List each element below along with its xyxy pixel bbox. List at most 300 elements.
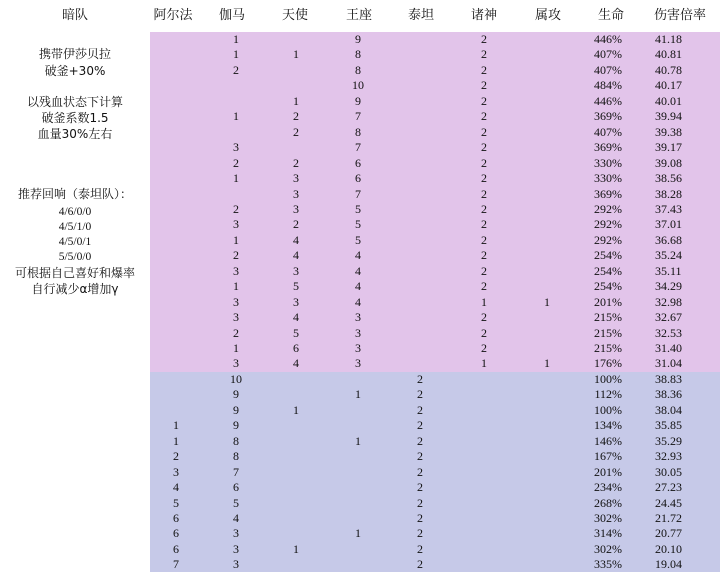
cell-gods: 2 <box>481 171 487 186</box>
cell-gods: 2 <box>481 263 487 278</box>
cell-gods <box>470 496 498 511</box>
table-row <box>150 480 720 495</box>
cell-titan <box>406 217 434 232</box>
cell-gods <box>470 542 498 557</box>
cell-damage: 35.85 <box>655 418 682 433</box>
cell-hp: 234% <box>594 480 622 495</box>
cell-alpha <box>162 295 190 310</box>
cell-titan: 2 <box>417 464 423 479</box>
cell-damage: 30.05 <box>655 464 682 479</box>
cell-gods: 2 <box>481 124 487 139</box>
cell-elemental <box>533 187 561 202</box>
cell-angel: 6 <box>293 341 299 355</box>
cell-angel: 1 <box>293 47 299 62</box>
cell-gamma: 10 <box>230 371 242 386</box>
cell-titan <box>406 295 434 310</box>
cell-throne: 8 <box>355 47 361 62</box>
cell-elemental <box>533 542 561 557</box>
cell-gamma: 1 <box>233 109 239 124</box>
table-row <box>150 32 720 47</box>
cell-throne <box>344 418 372 433</box>
cell-elemental <box>533 217 561 232</box>
cell-angel: 4 <box>293 310 299 325</box>
table-row <box>150 557 720 572</box>
note-pofu-bonus: 破釜+30% <box>44 64 106 78</box>
cell-elemental <box>533 434 561 449</box>
cell-throne <box>344 496 372 511</box>
cell-gamma: 9 <box>233 402 239 417</box>
table-row <box>150 171 720 186</box>
cell-gods <box>470 449 498 464</box>
cell-gamma: 3 <box>233 217 239 232</box>
note-echo-option-3: 4/5/0/1 <box>58 236 92 248</box>
note-echo-option-1: 4/6/0/0 <box>58 206 92 218</box>
cell-alpha: 6 <box>173 510 179 525</box>
cell-titan: 2 <box>417 418 423 433</box>
cell-angel: 5 <box>293 325 299 340</box>
cell-angel <box>282 78 310 93</box>
cell-angel: 4 <box>293 356 299 371</box>
cell-alpha <box>162 326 190 341</box>
cell-alpha <box>162 372 190 387</box>
cell-damage: 35.29 <box>655 433 682 448</box>
cell-gamma: 3 <box>233 310 239 325</box>
cell-elemental <box>533 511 561 526</box>
cell-angel <box>282 496 310 511</box>
cell-throne: 7 <box>355 186 361 201</box>
cell-damage: 20.77 <box>655 526 682 541</box>
cell-titan <box>406 32 434 47</box>
cell-damage: 38.36 <box>655 387 682 402</box>
cell-gamma: 8 <box>233 449 239 464</box>
table-row <box>150 295 720 310</box>
cell-alpha: 5 <box>173 495 179 510</box>
cell-damage: 41.18 <box>655 32 682 46</box>
cell-titan: 2 <box>417 449 423 464</box>
cell-gods <box>470 465 498 480</box>
cell-gamma: 7 <box>233 464 239 479</box>
note-recommended-echo: 推荐回响（泰坦队）： <box>17 187 132 201</box>
cell-alpha: 7 <box>173 557 179 572</box>
table-row <box>150 387 720 402</box>
cell-alpha: 1 <box>173 418 179 433</box>
cell-throne: 3 <box>355 356 361 371</box>
cell-gamma: 2 <box>233 201 239 216</box>
cell-titan <box>406 125 434 140</box>
cell-throne: 1 <box>355 526 361 541</box>
cell-throne <box>344 542 372 557</box>
cell-damage: 38.83 <box>655 371 682 386</box>
cell-gods: 2 <box>481 93 487 108</box>
cell-throne <box>344 465 372 480</box>
note-reduce-alpha: 自行减少α增加γ <box>31 282 119 296</box>
cell-elemental <box>533 202 561 217</box>
cell-hp: 330% <box>594 155 622 170</box>
cell-throne <box>344 403 372 418</box>
cell-angel <box>282 480 310 495</box>
table-row <box>150 542 720 557</box>
cell-throne: 4 <box>355 248 361 263</box>
cell-alpha <box>162 387 190 402</box>
cell-gamma <box>222 78 250 93</box>
header-titan: 泰坦 <box>407 8 434 23</box>
note-carry-isabella: 携带伊莎贝拉 <box>38 47 111 61</box>
header-elemental: 属攻 <box>534 8 561 23</box>
cell-angel <box>282 557 310 572</box>
cell-throne: 5 <box>355 232 361 247</box>
table-row <box>150 63 720 78</box>
cell-throne: 3 <box>355 310 361 325</box>
cell-damage: 34.29 <box>655 279 682 294</box>
header-alpha: 阿尔法 <box>153 8 193 23</box>
note-pofu-coefficient: 破釜系数1.5 <box>41 111 109 125</box>
cell-elemental <box>533 233 561 248</box>
cell-elemental <box>533 449 561 464</box>
cell-hp: 100% <box>594 402 622 417</box>
table-row <box>150 511 720 526</box>
cell-throne: 3 <box>355 341 361 355</box>
cell-gods <box>470 387 498 402</box>
cell-damage: 31.04 <box>655 356 682 371</box>
cell-gamma: 2 <box>233 248 239 263</box>
cell-hp: 134% <box>594 418 622 433</box>
cell-gamma: 1 <box>233 279 239 294</box>
table-row <box>150 356 720 371</box>
cell-damage: 35.24 <box>655 248 682 263</box>
cell-titan <box>406 63 434 78</box>
cell-angel <box>282 372 310 387</box>
cell-alpha <box>162 187 190 202</box>
note-adjust-by-preference: 可根据自己喜好和爆率 <box>14 266 135 280</box>
cell-throne: 5 <box>355 201 361 216</box>
cell-throne: 3 <box>355 325 361 340</box>
cell-titan: 2 <box>417 495 423 510</box>
cell-gamma: 8 <box>233 433 239 448</box>
cell-titan <box>406 326 434 341</box>
cell-elemental <box>533 279 561 294</box>
cell-gamma: 2 <box>233 325 239 340</box>
cell-elemental <box>533 156 561 171</box>
cell-angel <box>282 526 310 541</box>
cell-gods <box>470 403 498 418</box>
cell-titan: 2 <box>417 541 423 556</box>
cell-gamma: 3 <box>233 294 239 309</box>
cell-angel: 3 <box>293 263 299 278</box>
table-row <box>150 109 720 124</box>
cell-damage: 40.81 <box>655 47 682 62</box>
cell-gamma: 6 <box>233 480 239 495</box>
cell-elemental <box>533 94 561 109</box>
cell-throne: 6 <box>355 171 361 186</box>
header-angel: 天使 <box>281 8 308 23</box>
cell-damage: 40.78 <box>655 62 682 77</box>
cell-elemental <box>533 372 561 387</box>
cell-alpha <box>162 47 190 62</box>
cell-angel: 2 <box>293 109 299 124</box>
cell-hp: 407% <box>594 124 622 139</box>
cell-gods: 2 <box>481 201 487 216</box>
cell-elemental <box>533 326 561 341</box>
cell-hp: 369% <box>594 140 622 155</box>
table-row <box>150 372 720 387</box>
cell-damage: 20.10 <box>655 541 682 556</box>
cell-gods: 2 <box>481 341 487 355</box>
cell-gods: 2 <box>481 325 487 340</box>
cell-gamma: 3 <box>233 263 239 278</box>
cell-gods <box>470 434 498 449</box>
header-damage-multiplier: 伤害倍率 <box>653 8 706 23</box>
cell-damage: 36.68 <box>655 232 682 247</box>
cell-damage: 39.94 <box>655 109 682 124</box>
cell-alpha <box>162 341 190 356</box>
cell-alpha <box>162 233 190 248</box>
cell-damage: 38.04 <box>655 402 682 417</box>
table-row <box>150 279 720 294</box>
cell-alpha <box>162 356 190 371</box>
cell-gods: 2 <box>481 279 487 294</box>
cell-gods: 2 <box>481 310 487 325</box>
cell-angel: 5 <box>293 279 299 294</box>
cell-hp: 254% <box>594 263 622 278</box>
cell-angel: 3 <box>293 201 299 216</box>
cell-alpha <box>162 171 190 186</box>
cell-gods: 2 <box>481 232 487 247</box>
cell-gods: 2 <box>481 248 487 263</box>
cell-alpha <box>162 202 190 217</box>
cell-titan <box>406 341 434 356</box>
cell-alpha <box>162 264 190 279</box>
data-table <box>150 32 720 572</box>
cell-titan: 2 <box>417 371 423 386</box>
cell-hp: 292% <box>594 217 622 232</box>
cell-throne: 1 <box>355 387 361 402</box>
cell-angel: 2 <box>293 217 299 232</box>
cell-alpha <box>162 279 190 294</box>
cell-titan <box>406 248 434 263</box>
table-row <box>150 341 720 356</box>
cell-elemental <box>533 125 561 140</box>
cell-throne: 9 <box>355 93 361 108</box>
cell-angel: 4 <box>293 248 299 263</box>
cell-angel: 4 <box>293 232 299 247</box>
note-echo-option-2: 4/5/1/0 <box>58 221 92 233</box>
cell-throne: 6 <box>355 155 361 170</box>
cell-gods: 2 <box>481 140 487 155</box>
cell-titan: 2 <box>417 402 423 417</box>
table-row <box>150 140 720 155</box>
cell-elemental <box>533 341 561 356</box>
cell-hp: 335% <box>594 557 622 572</box>
table-row <box>150 418 720 433</box>
cell-angel: 1 <box>293 93 299 108</box>
table-row <box>150 526 720 541</box>
cell-hp: 302% <box>594 541 622 556</box>
cell-hp: 446% <box>594 93 622 108</box>
table-row <box>150 202 720 217</box>
table-header <box>0 0 720 32</box>
cell-damage: 39.38 <box>655 124 682 139</box>
cell-gamma: 9 <box>233 387 239 402</box>
cell-elemental <box>533 403 561 418</box>
cell-throne <box>344 449 372 464</box>
cell-throne: 8 <box>355 124 361 139</box>
cell-elemental <box>533 109 561 124</box>
cell-gods <box>470 480 498 495</box>
cell-damage: 35.11 <box>655 263 682 278</box>
cell-throne: 9 <box>355 32 361 46</box>
cell-elemental <box>533 418 561 433</box>
cell-hp: 369% <box>594 109 622 124</box>
cell-alpha <box>162 78 190 93</box>
cell-gamma <box>222 125 250 140</box>
cell-hp: 314% <box>594 526 622 541</box>
cell-gamma: 2 <box>233 155 239 170</box>
cell-throne: 1 <box>355 433 361 448</box>
cell-alpha <box>162 217 190 232</box>
header-throne: 王座 <box>345 8 372 23</box>
cell-alpha <box>162 403 190 418</box>
cell-gamma: 3 <box>233 356 239 371</box>
cell-angel <box>282 387 310 402</box>
cell-alpha <box>162 94 190 109</box>
cell-elemental <box>533 480 561 495</box>
table-row <box>150 248 720 263</box>
cell-gamma: 3 <box>233 526 239 541</box>
cell-hp: 446% <box>594 32 622 46</box>
cell-titan: 2 <box>417 526 423 541</box>
cell-angel <box>282 63 310 78</box>
cell-hp: 146% <box>594 433 622 448</box>
cell-hp: 407% <box>594 47 622 62</box>
cell-angel: 3 <box>293 294 299 309</box>
cell-titan <box>406 264 434 279</box>
cell-gods: 2 <box>481 217 487 232</box>
note-hp-percent: 血量30%左右 <box>37 127 113 141</box>
cell-alpha <box>162 310 190 325</box>
cell-hp: 100% <box>594 371 622 386</box>
cell-titan <box>406 47 434 62</box>
cell-alpha <box>162 140 190 155</box>
cell-elemental <box>533 171 561 186</box>
table-row <box>150 449 720 464</box>
cell-titan: 2 <box>417 480 423 495</box>
cell-hp: 167% <box>594 449 622 464</box>
cell-elemental <box>533 310 561 325</box>
cell-angel <box>282 434 310 449</box>
cell-hp: 407% <box>594 62 622 77</box>
cell-elemental <box>533 32 561 47</box>
cell-titan <box>406 187 434 202</box>
cell-damage: 40.17 <box>655 78 682 93</box>
cell-damage: 40.01 <box>655 93 682 108</box>
cell-titan <box>406 233 434 248</box>
cell-titan: 2 <box>417 433 423 448</box>
table-row <box>150 47 720 62</box>
notes-column <box>0 32 150 572</box>
table-row <box>150 403 720 418</box>
cell-alpha <box>162 248 190 263</box>
cell-angel <box>282 140 310 155</box>
cell-titan: 2 <box>417 557 423 572</box>
cell-gods: 2 <box>481 47 487 62</box>
cell-angel <box>282 418 310 433</box>
cell-gamma: 1 <box>233 32 239 46</box>
table-row <box>150 310 720 325</box>
cell-angel <box>282 465 310 480</box>
cell-titan <box>406 156 434 171</box>
table-row <box>150 496 720 511</box>
cell-elemental <box>533 63 561 78</box>
cell-gods: 2 <box>481 32 487 46</box>
cell-gods: 2 <box>481 109 487 124</box>
cell-titan <box>406 94 434 109</box>
cell-elemental <box>533 526 561 541</box>
cell-gamma: 3 <box>233 557 239 572</box>
cell-hp: 484% <box>594 78 622 93</box>
cell-throne: 4 <box>355 279 361 294</box>
cell-elemental <box>533 47 561 62</box>
cell-titan <box>406 78 434 93</box>
cell-alpha: 6 <box>173 541 179 556</box>
cell-damage: 38.28 <box>655 186 682 201</box>
cell-gamma: 5 <box>233 495 239 510</box>
cell-gamma: 3 <box>233 541 239 556</box>
cell-alpha <box>162 63 190 78</box>
cell-elemental <box>533 140 561 155</box>
cell-angel: 1 <box>293 541 299 556</box>
cell-hp: 330% <box>594 171 622 186</box>
cell-hp: 201% <box>594 464 622 479</box>
header-dark-team: 暗队 <box>61 8 88 23</box>
cell-hp: 302% <box>594 510 622 525</box>
cell-elemental: 1 <box>544 294 550 309</box>
cell-gamma: 3 <box>233 140 239 155</box>
cell-damage: 32.93 <box>655 449 682 464</box>
cell-damage: 21.72 <box>655 510 682 525</box>
cell-damage: 32.98 <box>655 294 682 309</box>
cell-throne: 10 <box>352 78 364 93</box>
cell-gamma: 1 <box>233 341 239 355</box>
cell-hp: 292% <box>594 232 622 247</box>
table-row <box>150 94 720 109</box>
table-row <box>150 78 720 93</box>
cell-hp: 201% <box>594 294 622 309</box>
cell-damage: 24.45 <box>655 495 682 510</box>
cell-titan: 2 <box>417 510 423 525</box>
cell-alpha <box>162 156 190 171</box>
table-row <box>150 326 720 341</box>
cell-throne: 8 <box>355 62 361 77</box>
cell-gods: 2 <box>481 62 487 77</box>
cell-elemental: 1 <box>544 356 550 371</box>
cell-titan <box>406 171 434 186</box>
table-row <box>150 156 720 171</box>
cell-gamma <box>222 187 250 202</box>
cell-throne: 4 <box>355 294 361 309</box>
cell-hp: 369% <box>594 186 622 201</box>
cell-throne <box>344 372 372 387</box>
cell-elemental <box>533 557 561 572</box>
cell-hp: 215% <box>594 341 622 355</box>
cell-throne <box>344 511 372 526</box>
table-row <box>150 434 720 449</box>
cell-gamma: 2 <box>233 62 239 77</box>
cell-damage: 31.40 <box>655 341 682 355</box>
cell-hp: 254% <box>594 248 622 263</box>
cell-throne <box>344 480 372 495</box>
cell-hp: 254% <box>594 279 622 294</box>
cell-alpha: 1 <box>173 433 179 448</box>
